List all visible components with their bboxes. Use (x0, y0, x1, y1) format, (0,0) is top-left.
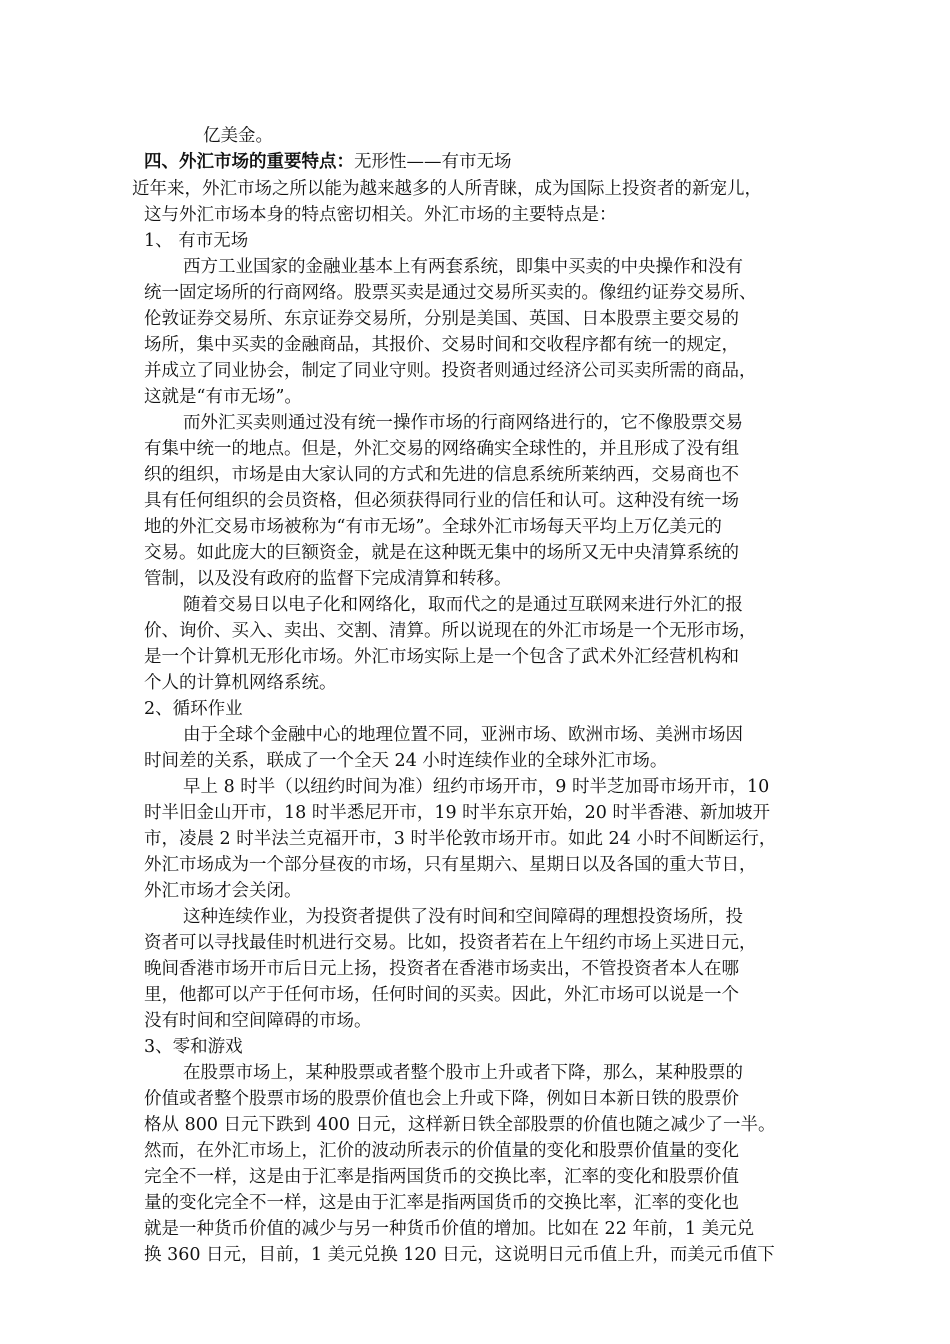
text-line: 这种连续作业，为投资者提供了没有时间和空间障碍的理想投资场所，投 (183, 907, 743, 927)
text-line: 量的变化完全不一样，这是由于汇率是指两国货币的交换比率，汇率的变化也 (144, 1193, 739, 1213)
text-line: 近年来，外汇市场之所以能为越来越多的人所青睐，成为国际上投资者的新宠儿， (132, 179, 762, 199)
text-line: 伦敦证券交易所、东京证券交易所，分别是美国、英国、日本股票主要交易的 (144, 309, 739, 329)
text-line: 在股票市场上，某种股票或者整个股市上升或者下降，那么，某种股票的 (183, 1063, 743, 1083)
text-line: 地的外汇交易市场被称为“有市无场”。全球外汇市场每天平均上万亿美元的 (144, 517, 722, 537)
text-line: 市，凌晨 2 时半法兰克福开市，3 时半伦敦市场开市。如此 24 小时不间断运行， (144, 829, 777, 849)
text-line: 西方工业国家的金融业基本上有两套系统，即集中买卖的中央操作和没有 (183, 257, 743, 277)
text-line: 织的组织，市场是由大家认同的方式和先进的信息系统所莱纳西，交易商也不 (144, 465, 739, 485)
text-line: 里，他都可以产于任何市场，任何时间的买卖。因此，外汇市场可以说是一个 (144, 985, 739, 1005)
text-line: 场所，集中买卖的金融商品，其报价、交易时间和交收程序都有统一的规定， (144, 335, 739, 355)
text-line: 外汇市场成为一个部分昼夜的市场，只有星期六、星期日以及各国的重大节日， (144, 855, 757, 875)
subheading-2: 2、循环作业 (144, 699, 243, 719)
section-heading (144, 150, 512, 174)
text-line: 并成立了同业协会，制定了同业守则。投资者则通过经济公司买卖所需的商品， (144, 361, 757, 381)
text-line: 然而，在外汇市场上，汇价的波动所表示的价值量的变化和股票价值量的变化 (144, 1141, 739, 1161)
subheading-1: 1、 有市无场 (144, 231, 249, 251)
text-line: 个人的计算机网络系统。 (144, 673, 337, 693)
text-line: 晚间香港市场开市后日元上扬，投资者在香港市场卖出，不管投资者本人在哪 (144, 959, 739, 979)
text-line: 交易。如此庞大的巨额资金，就是在这种既无集中的场所又无中央清算系统的 (144, 543, 739, 563)
text-line: 早上 8 时半（以纽约时间为准）纽约市场开市，9 时半芝加哥市场开市，10 (183, 777, 770, 797)
text-line: 具有任何组织的会员资格，但必须获得同行业的信任和认可。这种没有统一场 (144, 491, 739, 511)
text-line: 时间差的关系，联成了一个全天 24 小时连续作业的全球外汇市场。 (144, 751, 668, 771)
text-line: 这与外汇市场本身的特点密切相关。外汇市场的主要特点是： (144, 205, 617, 225)
text-line: 管制，以及没有政府的监督下完成清算和转移。 (144, 569, 512, 589)
text-line: 这就是“有市无场”。 (144, 387, 302, 407)
text-line: 而外汇买卖则通过没有统一操作市场的行商网络进行的，它不像股票交易 (183, 413, 743, 433)
text-line: 格从 800 日元下跌到 400 日元，这样新日铁全部股票的价值也随之减少了一半。 (144, 1115, 776, 1135)
subheading-3: 3、零和游戏 (144, 1037, 243, 1057)
text-line: 统一固定场所的行商网络。股票买卖是通过交易所买卖的。像纽约证券交易所、 (144, 283, 757, 303)
text-line: 有集中统一的地点。但是，外汇交易的网络确实全球性的，并且形成了没有组 (144, 439, 739, 459)
text-line: 外汇市场才会关闭。 (144, 881, 302, 901)
text-line: 是一个计算机无形化市场。外汇市场实际上是一个包含了武术外汇经营机构和 (144, 647, 739, 667)
text-line: 价值或者整个股票市场的股票价值也会上升或下降，例如日本新日铁的股票价 (144, 1089, 739, 1109)
text-line: 换 360 日元，目前，1 美元兑换 120 日元，这说明日元币值上升，而美元币值下 (144, 1245, 775, 1265)
section-heading-subtitle: 无形性——有市无场 (354, 152, 512, 172)
text-line: 由于全球个金融中心的地理位置不同，亚洲市场、欧洲市场、美洲市场因 (183, 725, 743, 745)
text-line: 时半旧金山开市，18 时半悉尼开市，19 时半东京开始，20 时半香港、新加坡开 (144, 803, 770, 823)
text-line: 价、询价、买入、卖出、交割、清算。所以说现在的外汇市场是一个无形市场， (144, 621, 757, 641)
section-heading-bold: 四、外汇市场的重要特点： (144, 152, 354, 172)
text-line: 完全不一样，这是由于汇率是指两国货币的交换比率，汇率的变化和股票价值 (144, 1167, 739, 1187)
text-line: 就是一种货币价值的减少与另一种货币价值的增加。比如在 22 年前，1 美元兑 (144, 1219, 755, 1239)
text-line: 资者可以寻找最佳时机进行交易。比如，投资者若在上午纽约市场上买进日元， (144, 933, 757, 953)
text-line: 没有时间和空间障碍的市场。 (144, 1011, 372, 1031)
text-line: 亿美金。 (203, 126, 273, 146)
text-line: 随着交易日以电子化和网络化，取而代之的是通过互联网来进行外汇的报 (183, 595, 743, 615)
